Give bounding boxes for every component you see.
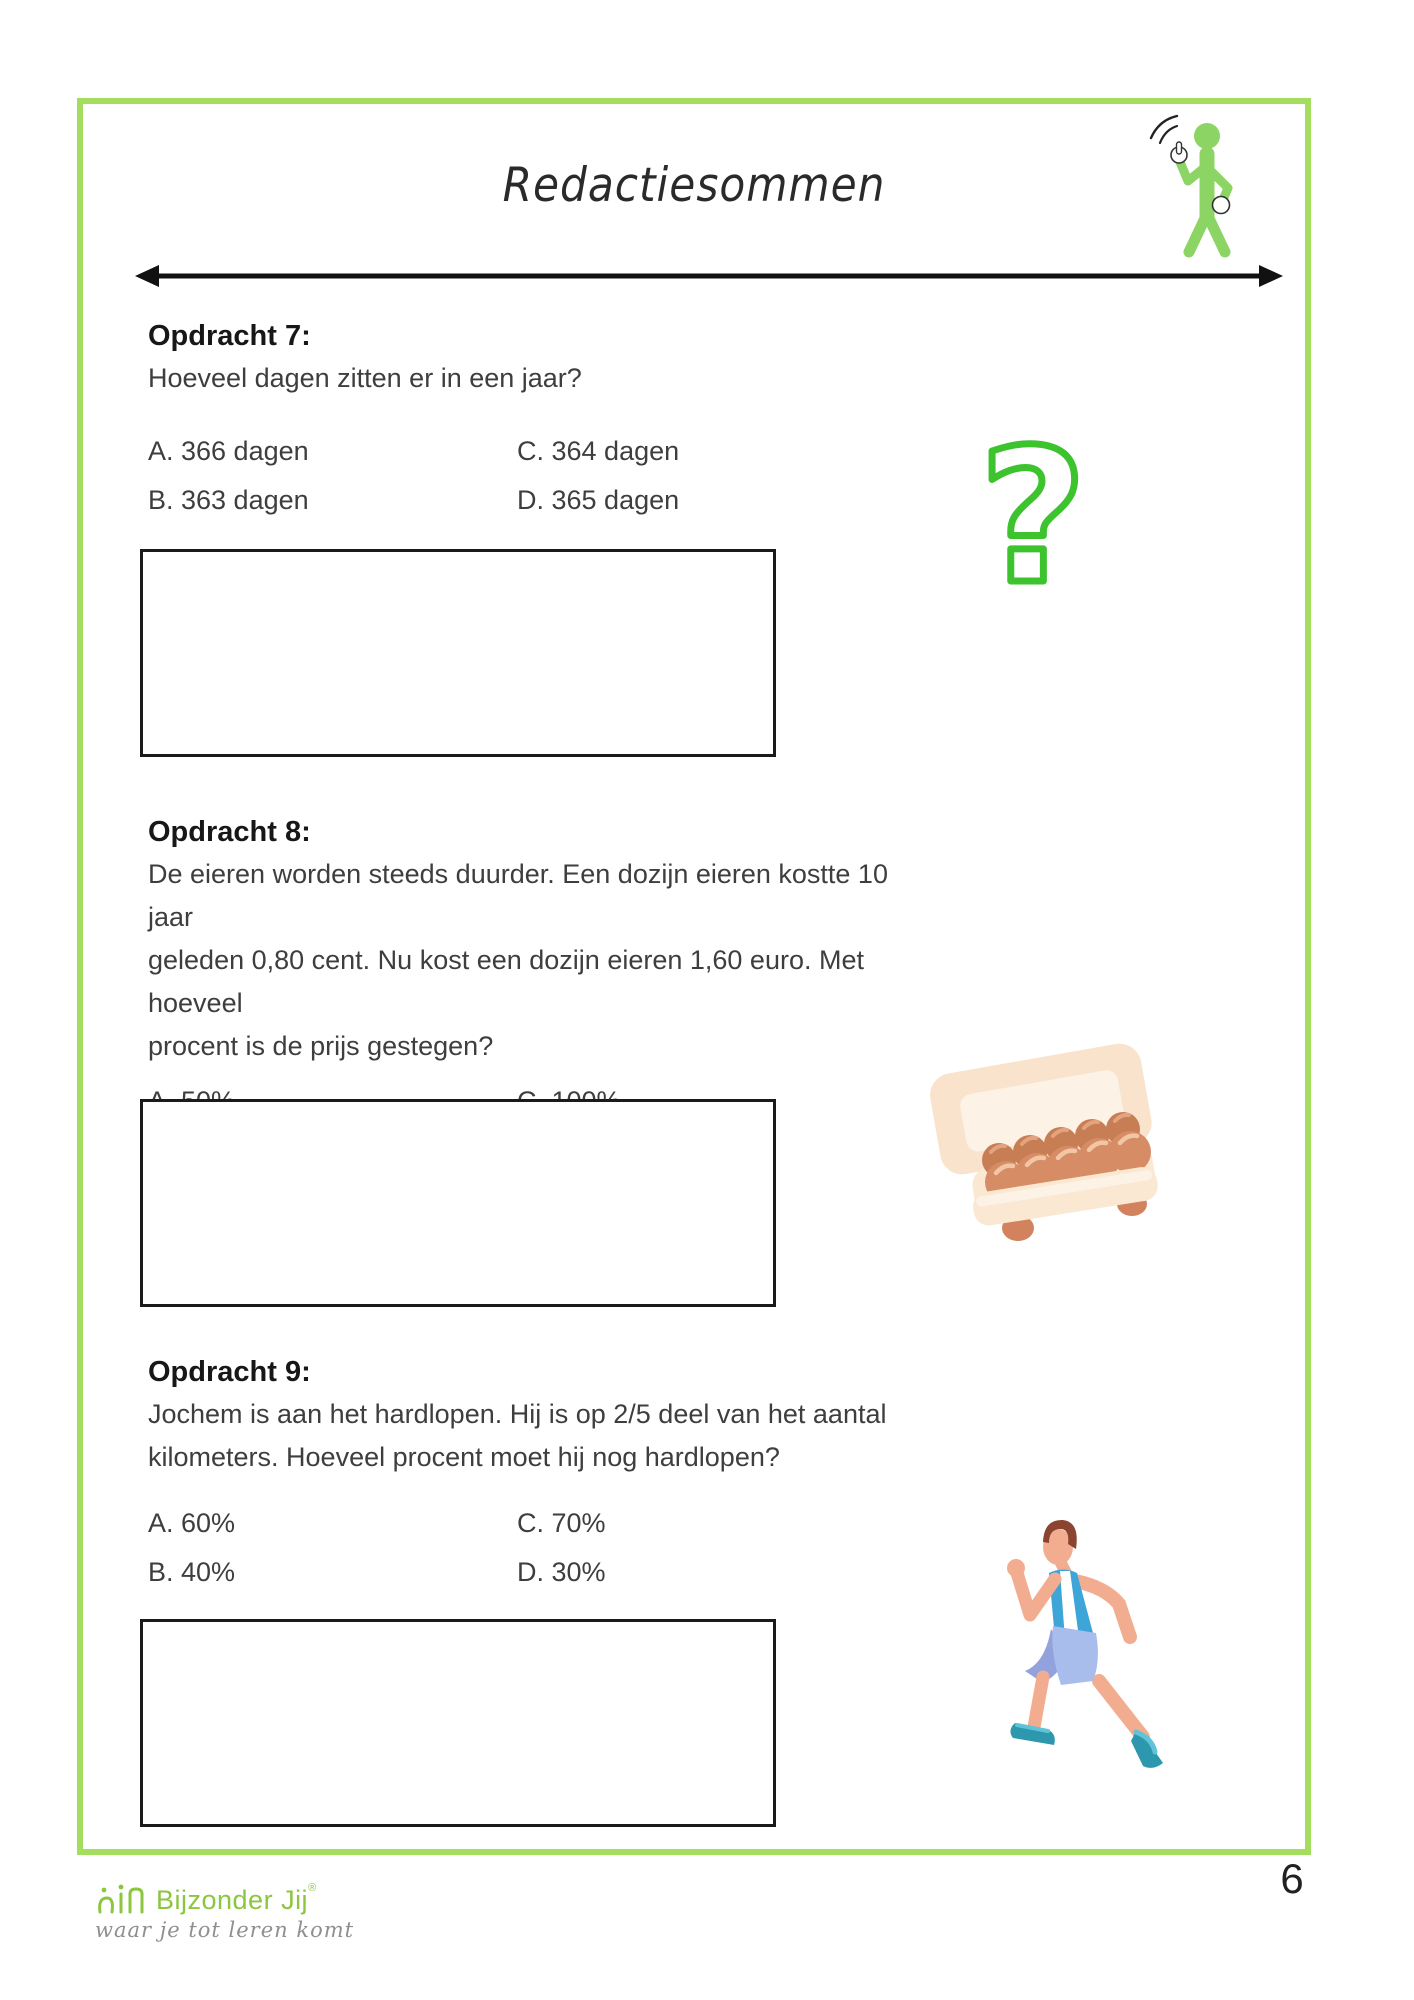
double-arrow-divider (133, 262, 1285, 290)
answer-box-9[interactable] (140, 1619, 776, 1827)
exercise-8-question: De eieren worden steeds duurder. Een dozijn eieren kostte 10 jaar geleden 0,80 cent. Nu kost een dozijn eieren 1,60 euro. Met hoeveel procent is de prijs gestegen? (148, 859, 888, 1061)
footer-logo-text: Bijzonder Jij (156, 1885, 309, 1915)
option-9b[interactable]: B. 40% (148, 1557, 236, 1587)
bijzonder-jij-logo-icon (95, 1882, 147, 1916)
exercise-7 (148, 318, 908, 517)
option-7d[interactable]: D. 365 dagen (517, 485, 680, 515)
answer-box-8[interactable] (140, 1099, 776, 1307)
option-9a[interactable]: A. 60% (148, 1508, 236, 1538)
exercise-7-question: Hoeveel dagen zitten er in een jaar? (148, 363, 582, 393)
glove-hip (1213, 197, 1230, 214)
option-7c[interactable]: C. 364 dagen (517, 436, 680, 466)
option-7a[interactable]: A. 366 dagen (148, 436, 309, 466)
exercise-9-title: Opdracht 9: (148, 1356, 311, 1388)
option-7b[interactable]: B. 363 dagen (148, 485, 309, 515)
footer-logo (95, 1882, 354, 1942)
question-mark-icon (962, 423, 1104, 613)
option-9d[interactable]: D. 30% (517, 1557, 606, 1587)
page-number: 6 (1280, 1855, 1304, 1902)
exercise-8-title: Opdracht 8: (148, 816, 311, 848)
exercise-7-options (148, 434, 908, 517)
answer-box-7[interactable] (140, 549, 776, 757)
exercise-9 (148, 1354, 908, 1589)
exercise-7-title: Opdracht 7: (148, 320, 311, 352)
exercise-9-question: Jochem is aan het hardlopen. Hij is op 2/5 deel van het aantal kilometers. Hoeveel procent moet hij nog hardlopen? (148, 1399, 887, 1472)
runner-icon (1003, 1511, 1200, 1779)
registered-mark: ® (308, 1881, 317, 1894)
footer-tagline: waar je tot leren komt (95, 1918, 355, 1942)
teacher-figure-icon (1143, 110, 1251, 266)
exercise-9-options (148, 1506, 908, 1589)
glove-raised (1171, 142, 1187, 163)
svg-text:?: ? (979, 423, 1087, 613)
page-title: Redactiesommen (502, 158, 886, 213)
egg-carton-icon (918, 1030, 1168, 1248)
option-9c[interactable]: C. 70% (517, 1508, 606, 1538)
